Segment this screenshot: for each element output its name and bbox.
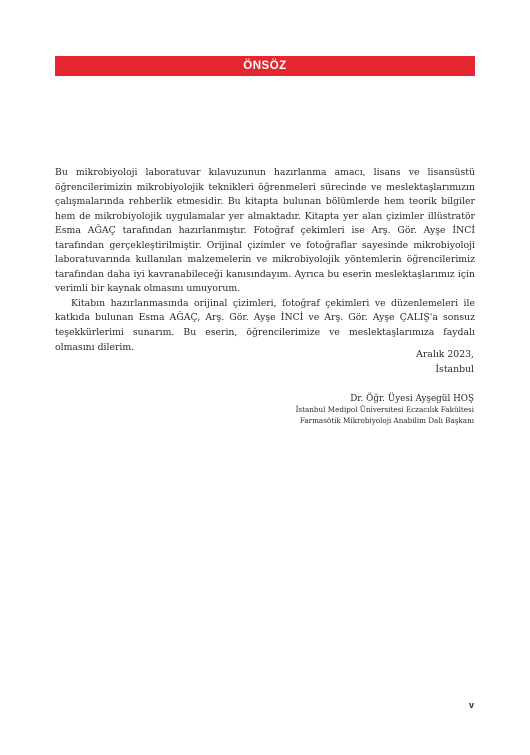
page-number: v (468, 700, 474, 710)
place-date (416, 347, 474, 377)
preface-paragraph-2: Kitabın hazırlanmasında orijinal çizimleri, fotoğraf çekimleri ve düzenlemeleri ile katkıda bulunan Esma AĞAÇ, Arş. Gör. Ayşe İNCİ ve Arş. Gör. Ayşe ÇALIŞ'a sonsuz teşekkürlerimi sunarım. Bu eserin, öğrencilerimize ve meslektaşlarımıza faydalı olmasını dilerim. (55, 297, 475, 353)
section-header-banner (55, 56, 475, 76)
signature-block (296, 393, 474, 426)
page-title: ÖNSÖZ (243, 60, 287, 72)
preface-paragraph-1: Bu mikrobiyoloji laboratuvar kılavuzunun hazırlanma amacı, lisans ve lisansüstü öğrencilerimizin mikrobiyolojik teknikleri öğrenmeleri sürecinde ve meslektaşlarımızın çalışmalarında rehberlik etmesidir. Bu kitapta bulunan bölümlerde hem teorik bilgiler hem de mikrobiyolojik uygulamalar yer almaktadır. Kitapta yer alan çizimler illüstratör Esma AĞAÇ tarafından hazırlanmıştır. Fotoğraf çekimleri ise Arş. Gör. Ayşe İNCİ tarafından gerçekleştirilmiştir. Orijinal çizimler ve fotoğraflar sayesinde mikrobiyoloji laboratuvarında kullanılan malzemelerin ve mikrobiyolojik yöntemlerin öğrencilerimiz tarafından daha iyi kavranabileceği kanısındayım. Ayrıca bu eserin meslektaşlarımız için verimli bir kaynak olmasını umuyorum. (55, 167, 475, 295)
author-name: Dr. Öğr. Üyesi Ayşegül HOŞ (350, 394, 474, 404)
author-department: Farmasötik Mikrobiyoloji Anabilim Dalı Başkanı (299, 415, 474, 425)
city-text: İstanbul (435, 364, 474, 375)
date-text: Aralık 2023, (416, 349, 474, 360)
preface-body (55, 166, 475, 355)
author-institution: İstanbul Medipol Üniversitesi Eczacılık Fakültesi (295, 405, 474, 414)
